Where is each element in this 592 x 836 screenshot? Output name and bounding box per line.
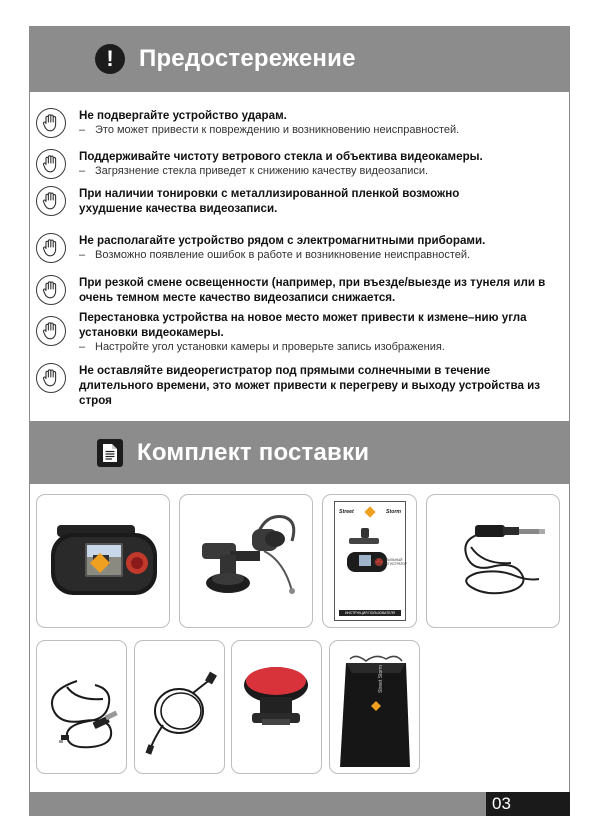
hand-stop-icon [36,233,66,263]
kit-item-dashcam-device [36,494,170,628]
page-number: 03 [486,792,570,816]
usb-cable-image [37,641,127,774]
warning-item [36,363,561,408]
kit-item-suction-mount [179,494,313,628]
manual-brand-left: Street [339,509,354,515]
warning-item [36,149,483,179]
warning-title: При резкой смене освещенности (например, при въезде/выезде из тунеля или в очень темном месте качество видеозаписи снижается. [79,276,546,304]
hand-stop-icon [36,275,66,305]
manual-footer: ИНСТРУКЦИЯ ПОЛЬЗОВАТЕЛЯ [339,610,401,616]
warning-item [36,310,549,355]
warning-item [36,186,519,216]
warning-title: Не располагайте устройство рядом с электромагнитными приборами. [79,234,486,247]
warning-note: – Загрязнение стекла приведет к снижению качеству видеозаписи. [79,165,429,177]
kit-item-car-charger [426,494,560,628]
warning-title: Не оставляйте видеорегистратор под прямыми солнечными в течение длительного времени, это может привести к перегреву и выходу устройства из строя [79,364,541,407]
kit-section-title: Комплект поставки [137,438,370,466]
hand-stop-icon [36,186,66,216]
dashcam-image [37,495,170,628]
exclamation-icon: ! [95,44,125,74]
warning-section-title: Предостережение [139,45,356,72]
kit-item-adhesive-mount [231,640,322,774]
manual-brand-right: Storm [386,509,401,515]
kit-item-user-manual [322,494,417,628]
kit-section-header [29,421,570,484]
adhesive-mount-image [232,641,322,774]
warning-item [36,233,485,263]
warning-item [36,275,549,305]
pouch-brand: Street Storm [378,664,384,693]
warning-title: Перестановка устройства на новое место может привести к измене–нию угла установки видеокамеры. [79,311,527,339]
kit-item-usb-cable [36,640,127,774]
warning-note: – Настройте угол установки камеры и проверьте запись изображения. [79,341,445,353]
warning-section-header [29,26,570,92]
kit-item-av-cable [134,640,225,774]
brand-logo-icon [364,506,375,517]
manual-cover [334,501,406,621]
hand-stop-icon [36,108,66,138]
document-icon [97,439,123,467]
warning-note: – Возможно появление ошибок в работе и возникновение неисправностей. [79,249,471,261]
warning-title: Поддерживайте чистоту ветрового стекла и объектива видеокамеры. [79,150,483,163]
hand-stop-icon [36,316,66,346]
warning-item [36,108,459,138]
car-charger-image [427,495,560,628]
suction-mount-image [180,495,313,628]
pouch-image [330,641,420,774]
hand-stop-icon [36,363,66,393]
warning-note: – Это может привести к повреждению и возникновению неисправностей. [79,124,460,136]
footer-bar [29,792,570,816]
warning-title: Не подвергайте устройство ударам. [79,109,287,122]
kit-item-pouch [329,640,420,774]
manual-dashcam-image [345,526,397,576]
manual-small-text: АВТОМОБИЛЬНЫЙ ВИДЕОРЕГИСТРАТОР [373,558,407,566]
hand-stop-icon [36,149,66,179]
av-cable-image [135,641,225,774]
warning-title: При наличии тонировки с металлизированной пленкой возможно ухудшение качества видеозаписи. [79,187,460,215]
